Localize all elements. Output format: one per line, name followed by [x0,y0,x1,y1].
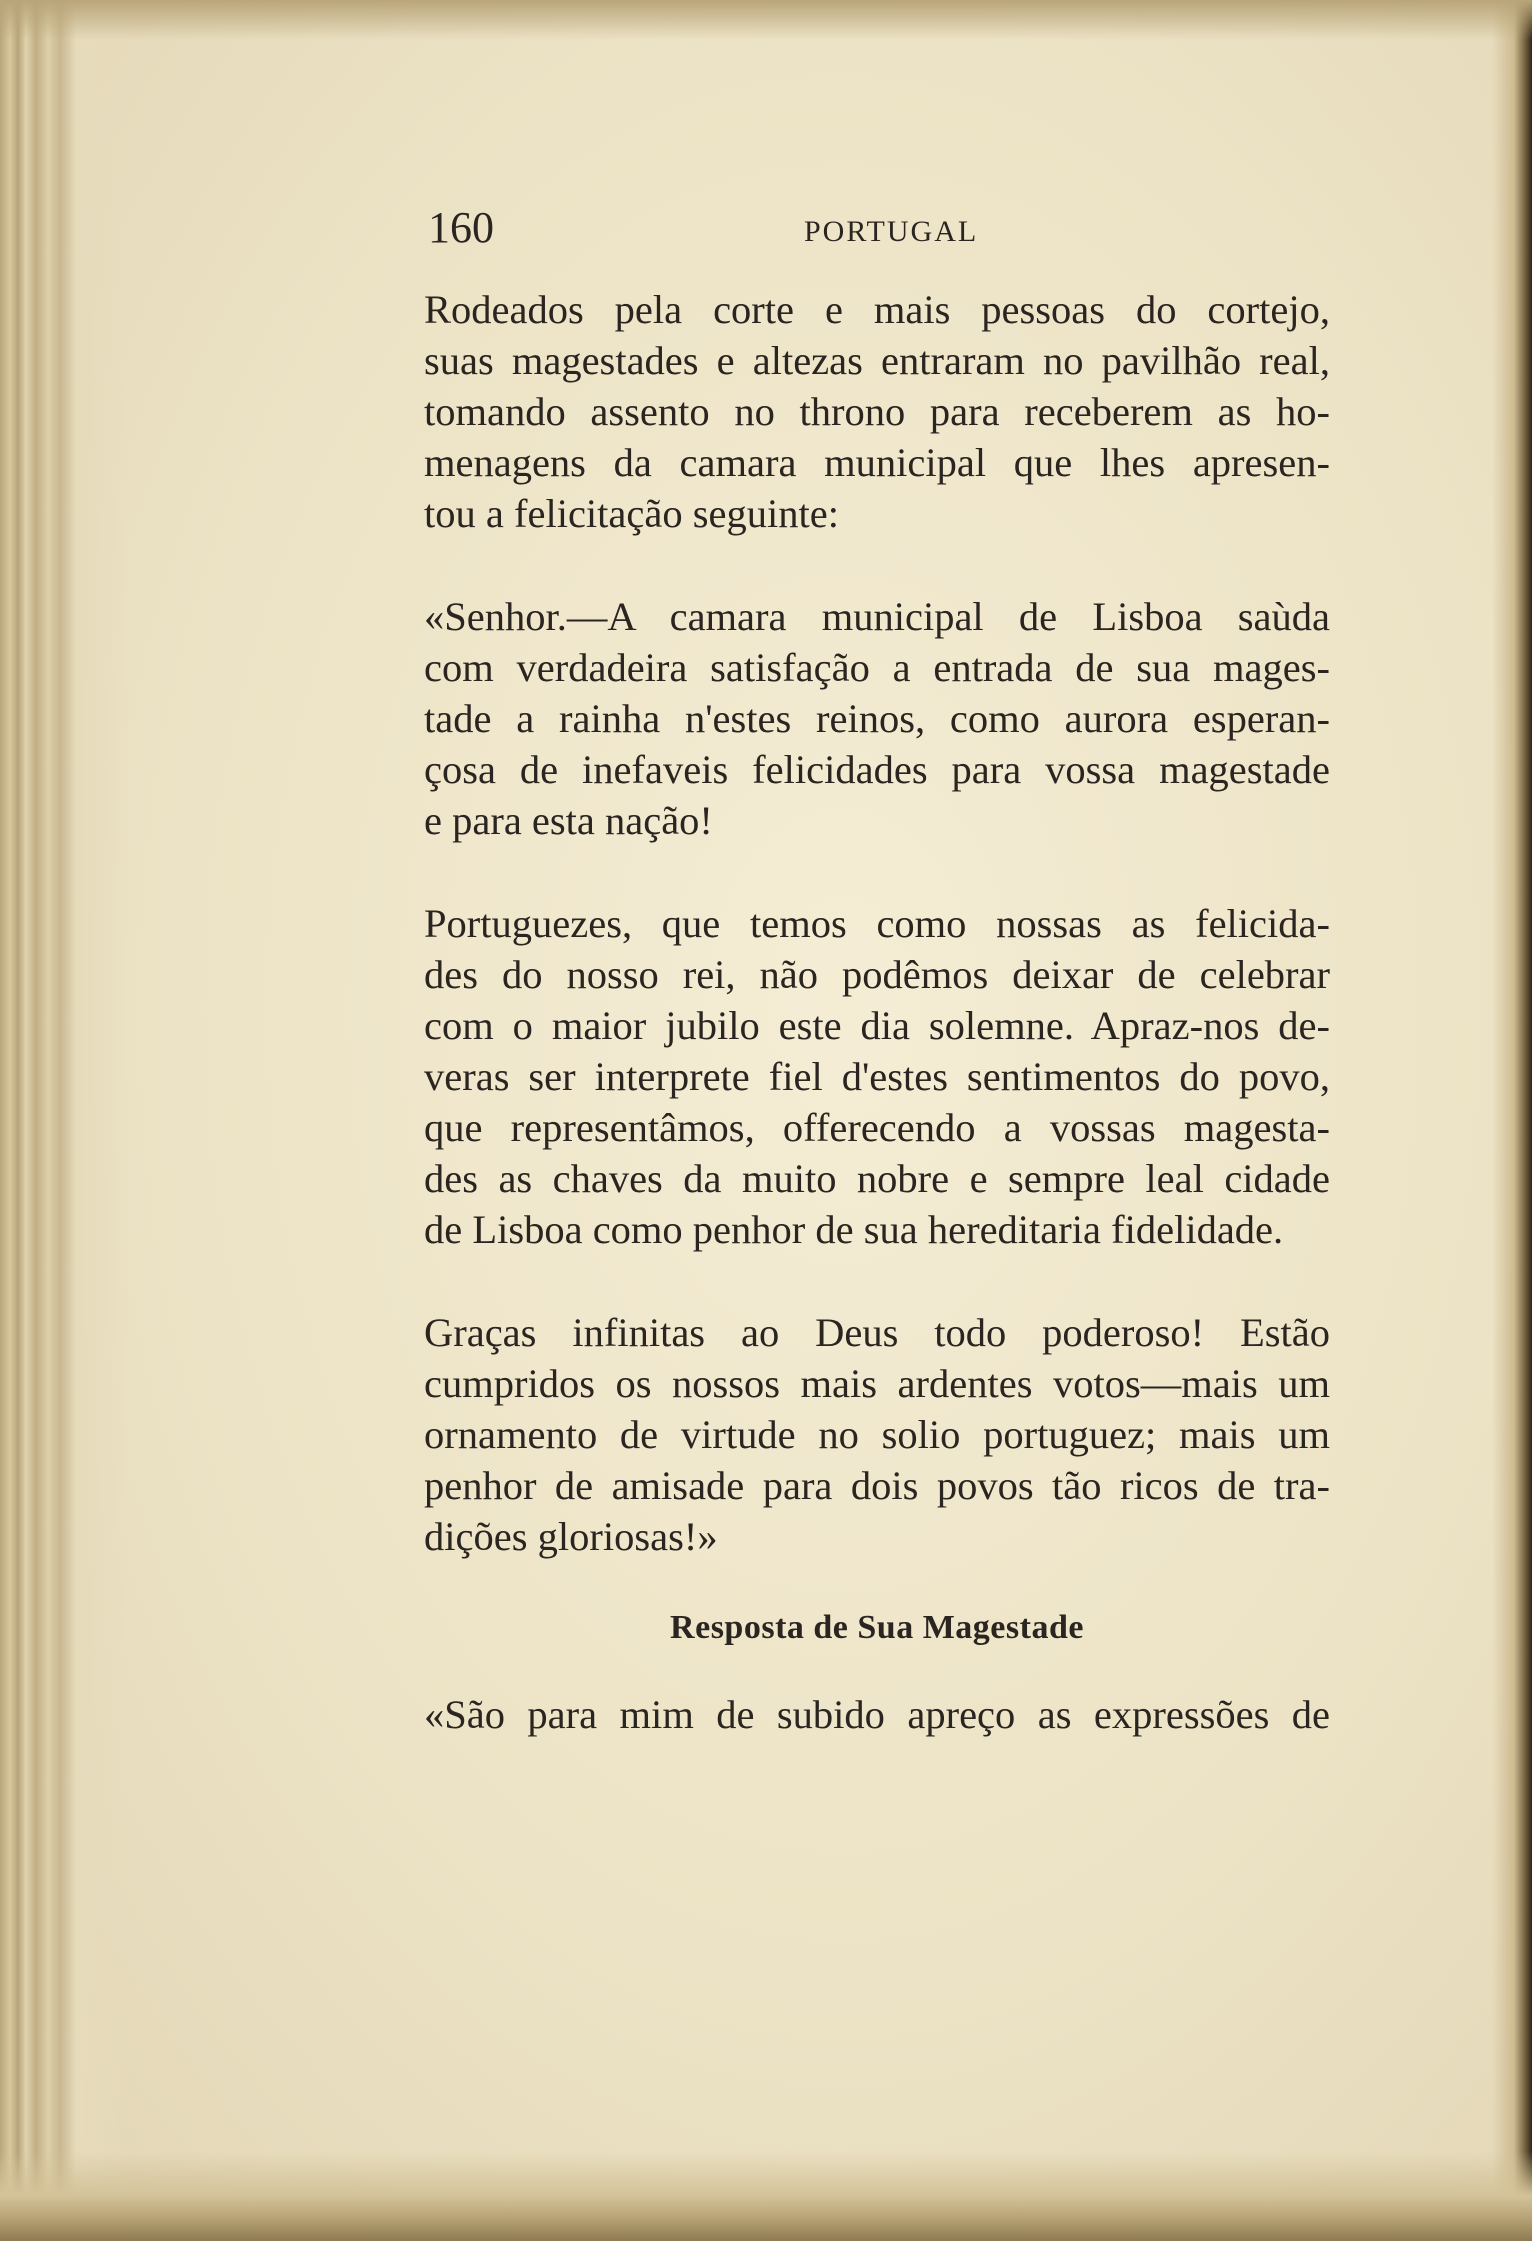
text-line: «Senhor.—A camara municipal de Lisboa saùda [424,594,1330,639]
text-line: suas magestades e altezas entraram no pavilhão real, [424,338,1330,383]
page-edge-top [0,0,1532,40]
page-edge-bottom [0,2151,1532,2241]
text-line: veras ser interprete fiel d'estes sentimentos do povo, [424,1054,1330,1099]
text-line: penhor de amisade para dois povos tão ricos de tra- [424,1463,1330,1508]
text-line: Rodeados pela corte e mais pessoas do cortejo, [424,287,1330,332]
page-edge-right [1492,0,1532,2241]
text-line: çosa de inefaveis felicidades para vossa magestade [424,747,1330,792]
text-line: de Lisboa como penhor de sua hereditaria fidelidade. [424,1207,1284,1252]
text-line: dições gloriosas!» [424,1514,718,1559]
text-line: tomando assento no throno para receberem as ho- [424,389,1330,434]
text-line: Portuguezes, que temos como nossas as felicida- [424,901,1330,946]
text-line: e para esta nação! [424,798,713,843]
text-line: des as chaves da muito nobre e sempre leal cidade [424,1156,1330,1201]
text-line: que representâmos, offerecendo a vossas magesta- [424,1105,1330,1150]
text-line: des do nosso rei, não podêmos deixar de celebrar [424,952,1330,997]
paragraph [424,1307,1330,1562]
page-body [424,284,1330,1740]
page-header [428,202,1328,262]
paragraph [424,284,1330,539]
text-line: Graças infinitas ao Deus todo poderoso! Estão [424,1310,1330,1355]
text-line: cumpridos os nossos mais ardentes votos—mais um [424,1361,1330,1406]
text-line: com verdadeira satisfação a entrada de sua mages- [424,645,1330,690]
paragraph [424,591,1330,846]
running-head: PORTUGAL [804,215,979,248]
text-line: tade a rainha n'estes reinos, como aurora esperan- [424,696,1330,741]
text-line: ornamento de virtude no solio portuguez; mais um [424,1412,1330,1457]
page-edge-left [0,0,130,2241]
paragraph [424,1689,1330,1740]
page-number: 160 [428,203,494,252]
text-line: com o maior jubilo este dia solemne. Apraz-nos de- [424,1003,1330,1048]
section-subheading: Resposta de Sua Magestade [670,1609,1084,1646]
text-line: menagens da camara municipal que lhes apresen- [424,440,1330,485]
text-line: tou a felicitação seguinte: [424,491,839,536]
text-line: «São para mim de subido apreço as expressões de [424,1692,1330,1737]
paragraph [424,898,1330,1255]
